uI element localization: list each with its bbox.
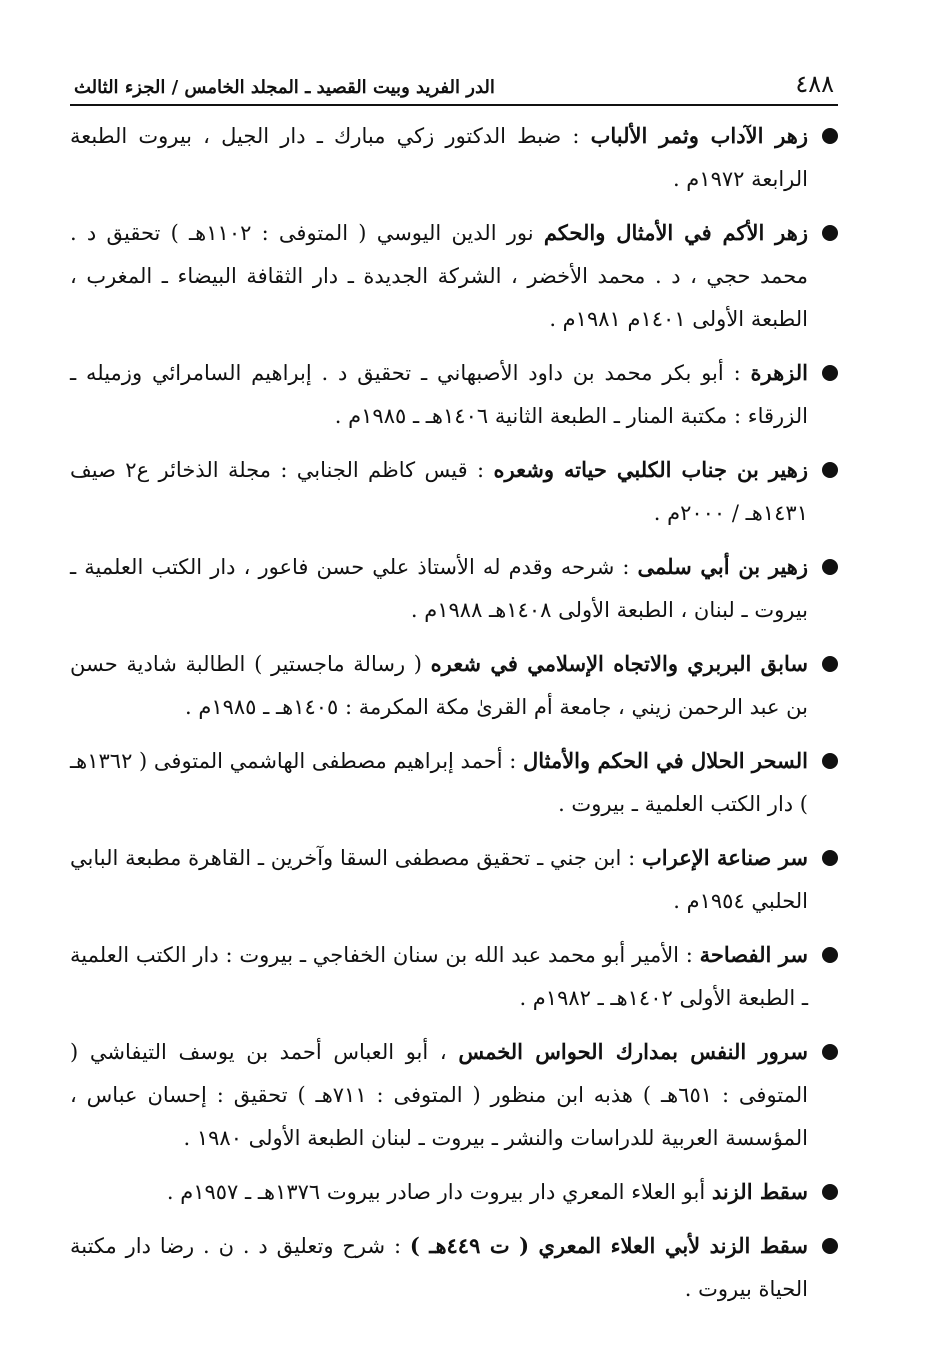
- bullet-icon: [822, 225, 838, 241]
- entry-title: زهير بن أبي سلمى: [637, 554, 808, 579]
- bullet-icon: [822, 1184, 838, 1200]
- document-page: [70, 56, 838, 1321]
- bullet-icon: [822, 1238, 838, 1254]
- entry-text: ، أبو العباس أحمد بن يوسف التيفاشي ( المتوفى : ٦٥١هـ ) هذبه ابن منظور ( المتوفى : ٧١١هـ ) تحقيق : إحسان عباس ، المؤسسة العربية للدراسات والنشر ـ بيروت ـ لبنان الطبعة الأولى ١٩٨٠ .: [70, 1040, 809, 1150]
- entry-title: سقط الزند لأبي العلاء المعري ( ت ٤٤٩هـ ): [409, 1233, 808, 1258]
- bullet-icon: [822, 656, 838, 672]
- bullet-icon: [822, 559, 838, 575]
- bibliography-entry: [70, 836, 838, 923]
- entry-text: : ابن جني ـ تحقيق مصطفى السقا وآخرين ـ القاهرة مطبعة البابي الحلبي ١٩٥٤م .: [70, 846, 808, 913]
- bibliography-entry: [70, 114, 838, 201]
- bullet-icon: [822, 128, 838, 144]
- entry-text: نور الدين اليوسي ( المتوفى : ١١٠٢هـ ) تحقيق د . محمد حجي ، د . محمد الأخضر ، الشركة الجديدة ـ دار الثقافة البيضاء ـ المغرب ، الطبعة الأولى ١٤٠١م ١٩٨١م .: [70, 221, 808, 331]
- bullet-icon: [822, 753, 838, 769]
- entry-text: ( رسالة ماجستير ) الطالبة شادية حسن بن عبد الرحمن زيني ، جامعة أم القرىٰ مكة المكرمة : ١٤٠٥هـ ـ ١٩٨٥م .: [70, 652, 808, 719]
- entry-title: زهر الآداب وثمر الألباب: [590, 123, 808, 148]
- entry-title: زهر الأكم في الأمثال والحكم: [543, 220, 808, 245]
- bullet-icon: [822, 947, 838, 963]
- entry-title: سقط الزند: [711, 1179, 808, 1204]
- bibliography-entry: [70, 545, 838, 632]
- bullet-icon: [822, 462, 838, 478]
- bullet-icon: [822, 1044, 838, 1060]
- entry-title: السحر الحلال في الحكم والأمثال: [522, 748, 808, 773]
- entry-title: سرور النفس بمدارك الحواس الخمس: [458, 1039, 808, 1064]
- bibliography-entry: [70, 642, 838, 729]
- entry-title: الزهرة: [750, 360, 808, 385]
- entry-text: : أحمد إبراهيم مصطفى الهاشمي المتوفى ( ١٣٦٢هـ ) دار الكتب العلمية ـ بيروت .: [70, 749, 808, 816]
- bullet-icon: [822, 850, 838, 866]
- running-header: [70, 56, 838, 106]
- bibliography-entry: [70, 739, 838, 826]
- entry-title: سر صناعة الإعراب: [642, 845, 808, 870]
- entry-text: : الأمير أبو محمد عبد الله بن سنان الخفاجي ـ بيروت : دار الكتب العلمية ـ الطبعة الأولى ١٤٠٢هـ ـ ١٩٨٢م .: [70, 943, 808, 1010]
- page-number: ٤٨٨: [795, 70, 834, 98]
- bibliography-entry: [70, 351, 838, 438]
- entry-text: : قيس كاظم الجنابي : مجلة الذخائر ع٢ صيف ١٤٣١هـ / ٢٠٠٠م .: [70, 458, 808, 525]
- bibliography-list: [70, 114, 838, 1311]
- bibliography-entry: [70, 1030, 838, 1160]
- entry-text: : شرحه وقدم له الأستاذ علي حسن فاعور ، دار الكتب العلمية ـ بيروت ـ لبنان ، الطبعة الأولى ١٤٠٨هـ ١٩٨٨م .: [70, 555, 808, 622]
- entry-title: زهير بن جناب الكلبي حياته وشعره: [493, 457, 808, 482]
- entry-text: : شرح وتعليق د . ن . رضا دار مكتبة الحياة بيروت .: [70, 1234, 808, 1301]
- entry-title: سر الفصاحة: [699, 942, 808, 967]
- bibliography-entry: [70, 1224, 838, 1311]
- bibliography-entry: [70, 933, 838, 1020]
- entry-text: : أبو بكر محمد بن داود الأصبهاني ـ تحقيق د . إبراهيم السامرائي وزميله ـ الزرقاء : مكتبة المنار ـ الطبعة الثانية ١٤٠٦هـ ـ ١٩٨٥م .: [70, 361, 808, 428]
- entry-text: أبو العلاء المعري دار بيروت دار صادر بيروت ١٣٧٦هـ ـ ١٩٥٧م .: [166, 1180, 712, 1204]
- entry-text: : ضبط الدكتور زكي مبارك ـ دار الجيل ، بيروت الطبعة الرابعة ١٩٧٢م .: [70, 124, 808, 191]
- bullet-icon: [822, 365, 838, 381]
- entry-title: سابق البربري والاتجاه الإسلامي في شعره: [430, 651, 809, 676]
- running-header-title: الدر الفريد وبيت القصيد ـ المجلد الخامس / الجزء الثالث: [74, 77, 495, 98]
- bibliography-entry: [70, 211, 838, 341]
- bibliography-entry: [70, 448, 838, 535]
- bibliography-entry: [70, 1170, 838, 1214]
